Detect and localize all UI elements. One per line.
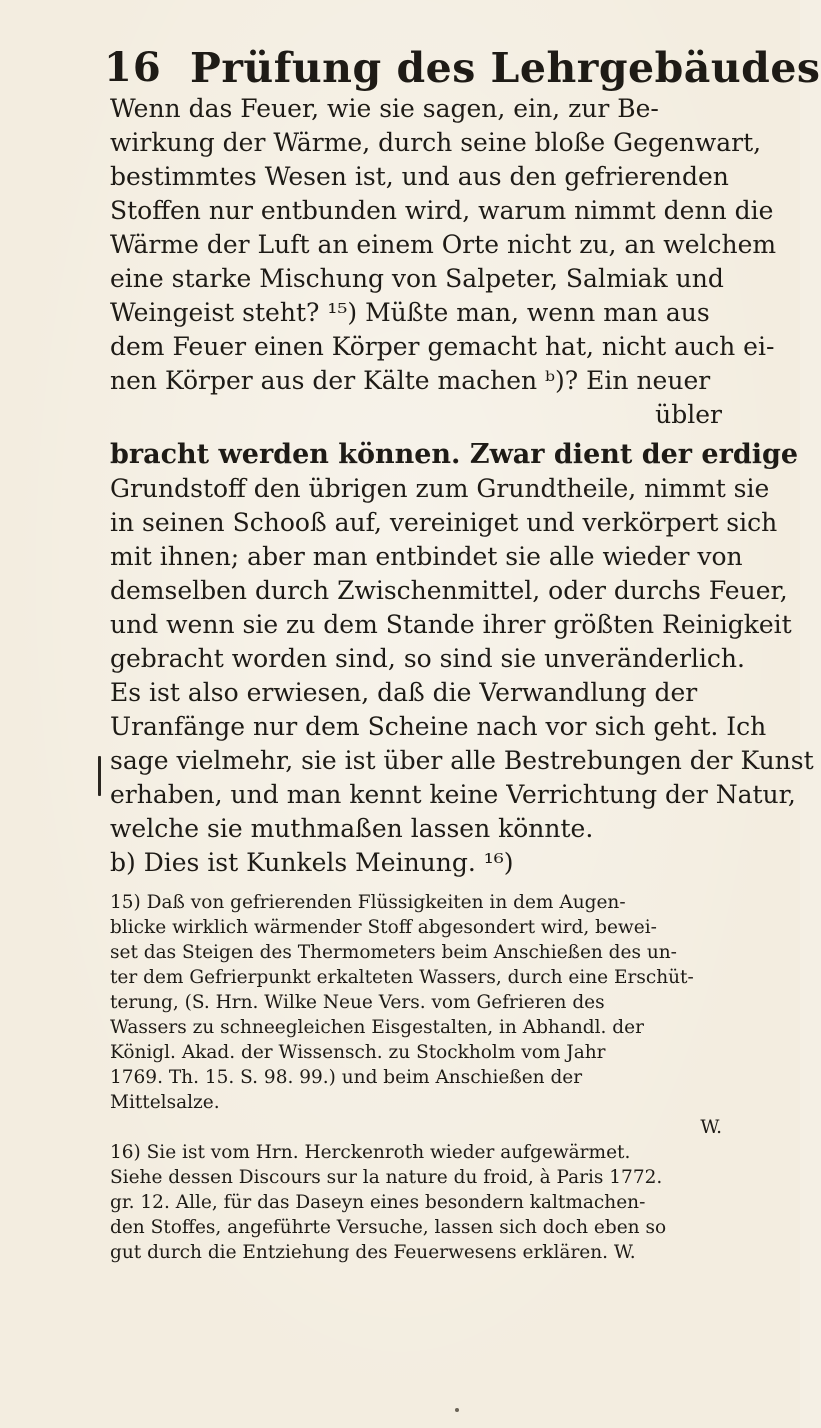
- text-line: eine starke Mischung von Salpeter, Salmiak und: [110, 264, 724, 293]
- footnote-line: den Stoffes, angeführte Versuche, lassen sich doch eben so: [110, 1217, 667, 1238]
- text-line: erhaben, und man kennt keine Verrichtung der Natur,: [110, 780, 796, 809]
- text-line: Wenn das Feuer, wie sie sagen, ein, zur Be-: [110, 94, 659, 123]
- footnote-signature: W.: [700, 1117, 722, 1138]
- footnote-line: 1769. Th. 15. S. 98. 99.) und beim Anschießen der: [110, 1067, 583, 1088]
- footnote-line: 15) Daß von gefrierenden Flüssigkeiten in dem Augen-: [110, 892, 626, 913]
- text-line: Wärme der Luft an einem Orte nicht zu, an welchem: [110, 230, 777, 259]
- page-header: [104, 36, 821, 96]
- footnote-line: Königl. Akad. der Wissensch. zu Stockholm vom Jahr: [110, 1042, 606, 1063]
- text-line: in seinen Schooß auf, vereiniget und verkörpert sich: [110, 508, 778, 537]
- footnote-line: blicke wirklich wärmender Stoff abgesondert wird, bewei-: [110, 917, 657, 938]
- text-line: gebracht worden sind, so sind sie unveränderlich.: [110, 644, 745, 673]
- text-line: Grundstoff den übrigen zum Grundtheile, nimmt sie: [110, 474, 770, 503]
- text-line: wirkung der Wärme, durch seine bloße Gegenwart,: [110, 128, 762, 157]
- text-line: Es ist also erwiesen, daß die Verwandlung der: [110, 678, 698, 707]
- text-line: dem Feuer einen Körper gemacht hat, nicht auch ei-: [110, 332, 775, 361]
- footnote-line: terung, (S. Hrn. Wilke Neue Vers. vom Gefrieren des: [110, 992, 605, 1013]
- body-text: [110, 92, 814, 1265]
- text-line: bestimmtes Wesen ist, und aus den gefrierenden: [110, 162, 729, 191]
- text-line: welche sie muthmaßen lassen könnte.: [110, 814, 594, 843]
- footnote-line: Mittelsalze.: [110, 1092, 220, 1113]
- footnote-line: gr. 12. Alle, für das Daseyn eines besondern kaltmachen-: [110, 1192, 646, 1213]
- text-line: bracht werden können. Zwar dient der erdige: [110, 439, 799, 470]
- paper-speck: [455, 1408, 459, 1412]
- text-line: und wenn sie zu dem Stande ihrer größten Reinigkeit: [110, 610, 792, 639]
- footnotes: [110, 890, 722, 1265]
- text-line: Weingeist steht? ¹⁵) Müßte man, wenn man aus: [110, 298, 710, 327]
- text-line: Stoffen nur entbunden wird, warum nimmt denn die: [110, 196, 774, 225]
- footnote-line: set das Steigen des Thermometers beim Anschießen des un-: [110, 942, 677, 963]
- text-line: Uranfänge nur dem Scheine nach vor sich geht. Ich: [110, 712, 767, 741]
- margin-bracket-mark: [98, 756, 101, 796]
- section-heading-b: b) Dies ist Kunkels Meinung. ¹⁶): [110, 848, 514, 877]
- catchword: übler: [655, 400, 722, 429]
- running-title: Prüfung des Lehrgebäudes: [190, 44, 821, 92]
- footnote-line: ter dem Gefrierpunkt erkalteten Wassers, durch eine Erschüt-: [110, 967, 694, 988]
- footnote-line: Siehe dessen Discours sur la nature du froid, à Paris 1772.: [110, 1167, 663, 1188]
- footnote-line: Wassers zu schneegleichen Eisgestalten, in Abhandl. der: [110, 1017, 644, 1038]
- page-number: 16: [104, 44, 162, 91]
- footnote-line: gut durch die Entziehung des Feuerwesens erklären. W.: [110, 1242, 636, 1263]
- text-line: nen Körper aus der Kälte machen ᵇ)? Ein neuer: [110, 366, 711, 395]
- text-line: sage vielmehr, sie ist über alle Bestrebungen der Kunst: [110, 746, 814, 775]
- text-line: demselben durch Zwischenmittel, oder durchs Feuer,: [110, 576, 788, 605]
- footnote-line: 16) Sie ist vom Hrn. Herckenroth wieder aufgewärmet.: [110, 1142, 631, 1163]
- text-line: mit ihnen; aber man entbindet sie alle wieder von: [110, 542, 743, 571]
